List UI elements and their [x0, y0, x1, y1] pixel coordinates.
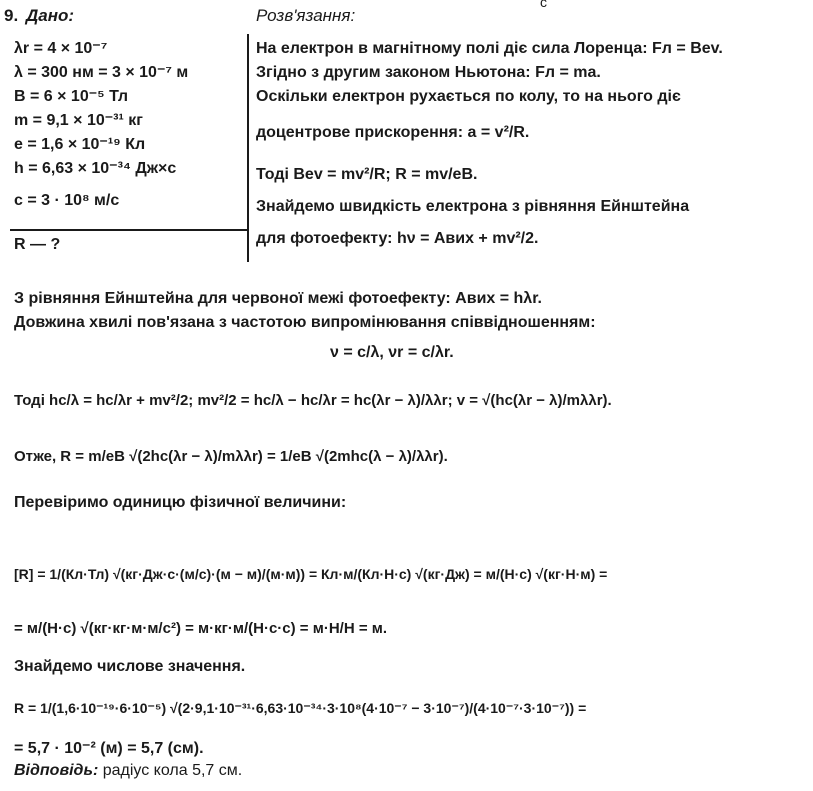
solution-line-3: Оскільки електрон рухається по колу, то на нього діє [256, 88, 681, 105]
problem-number: 9. [4, 6, 19, 25]
given-lambda: λ = 300 нм = 3 × 10⁻⁷ м [14, 64, 189, 81]
solution-line-12: Отже, R = m/eB √(2hc(λr − λ)/mλλr) = 1/eB √(2mhc(λ − λ)/λλr). [14, 448, 448, 465]
solution-line-9: Довжина хвилі пов'язана з частотою випромінювання співвідношенням: [14, 314, 596, 331]
solution-line-18: = 5,7 · 10⁻² (м) = 5,7 (см). [14, 740, 204, 757]
solution-line-14: [R] = 1/(Кл·Тл) √(кг·Дж·с·(м/с)·(м − м)/(м·м)) = Кл·м/(Кл·Н·с) √(кг·Дж) = м/(Н·с) √(кг·Н·м) = [14, 566, 608, 582]
given-horizontal-divider [10, 229, 248, 231]
solution-heading: Розв'язання: [256, 6, 356, 25]
answer-text: радіус кола 5,7 см. [102, 762, 243, 779]
given-find: R — ? [14, 236, 61, 253]
given-lambda-r: λr = 4 × 10⁻⁷ [14, 40, 108, 57]
given-heading: Дано: [26, 6, 75, 25]
solution-line-13: Перевіримо одиницю фізичної величини: [14, 494, 347, 511]
solution-line-16: Знайдемо числове значення. [14, 658, 246, 675]
answer-line [14, 762, 242, 780]
given-b: B = 6 × 10⁻⁵ Тл [14, 88, 129, 105]
given-vertical-divider [247, 34, 249, 262]
solution-line-5: Тоді Bev = mv²/R; R = mv/eB. [256, 166, 478, 183]
given-m: m = 9,1 × 10⁻³¹ кг [14, 112, 143, 129]
solution-line-11: Тоді hc/λ = hc/λr + mv²/2; mv²/2 = hc/λ − hc/λr = hc(λr − λ)/λλr; v = √(hc(λr − λ)/mλλr). [14, 392, 612, 409]
solution-line-8: З рівняння Ейнштейна для червоної межі фотоефекту: Aвих = hλr. [14, 290, 542, 307]
given-e: e = 1,6 × 10⁻¹⁹ Кл [14, 136, 146, 153]
corner-mark: c [540, 0, 547, 10]
solution-line-10: ν = c/λ, νr = c/λr. [330, 344, 454, 361]
solution-line-1: На електрон в магнітному полі діє сила Лоренца: Fл = Bev. [256, 40, 723, 57]
solution-line-4: доцентрове прискорення: a = v²/R. [256, 124, 530, 141]
answer-label: Відповідь: [14, 762, 99, 779]
solution-line-6: Знайдемо швидкість електрона з рівняння Ейнштейна [256, 198, 690, 215]
solution-line-17: R = 1/(1,6·10⁻¹⁹·6·10⁻⁵) √(2·9,1·10⁻³¹·6,63·10⁻³⁴·3·10⁸(4·10⁻⁷ − 3·10⁻⁷)/(4·10⁻⁷·3·10⁻⁷)) = [14, 700, 587, 716]
solution-line-7: для фотоефекту: hν = Aвих + mv²/2. [256, 230, 539, 247]
given-h: h = 6,63 × 10⁻³⁴ Дж×с [14, 160, 177, 177]
solution-line-2: Згідно з другим законом Ньютона: Fл = ma. [256, 64, 601, 81]
given-c: c = 3 · 10⁸ м/с [14, 192, 120, 209]
solution-line-15: = м/(Н·с) √(кг·кг·м·м/с²) = м·кг·м/(Н·с·с) = м·Н/Н = м. [14, 620, 388, 637]
